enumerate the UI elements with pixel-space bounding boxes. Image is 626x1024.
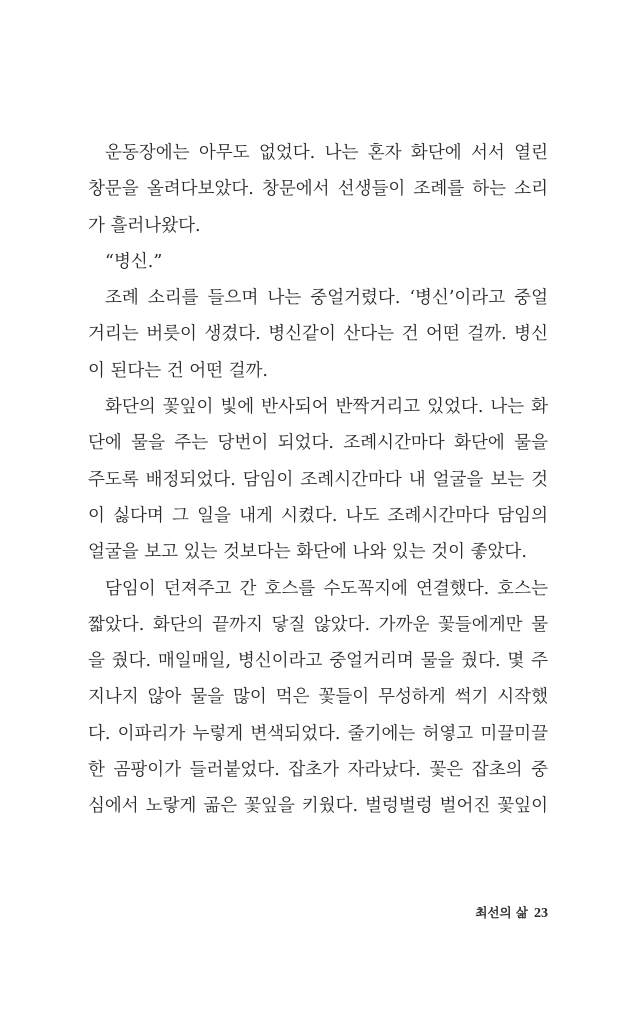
text-line: 이 싫다며 그 일을 내게 시켰다. 나도 조례시간마다 담임의 [88,505,548,526]
text-line: 가 흘러나왔다. [88,215,201,236]
text-line: 심에서 노랗게 곪은 꽃잎을 키웠다. 벌렁벌렁 벌어진 꽃잎이 [88,796,548,817]
text-line: 운동장에는 아무도 없었다. 나는 혼자 화단에 서서 열린 [105,143,548,163]
text-line: 단에 물을 주는 당번이 되었다. 조례시간마다 화단에 물을 [88,433,548,454]
running-footer [475,903,548,922]
text-line: 주도록 배정되었다. 담임이 조례시간마다 내 얼굴을 보는 것 [88,469,548,490]
book-title: 최선의 삶 [475,905,528,920]
text-line: 짧았다. 화단의 끝까지 닿질 않았다. 가까운 꽃들에게만 물 [88,614,548,635]
text-line: 창문을 올려다보았다. 창문에서 선생들이 조례를 하는 소리 [88,179,548,200]
text-line: 화단의 꽃잎이 빛에 반사되어 반짝거리고 있었다. 나는 화 [105,397,548,418]
text-line: 을 줬다. 매일매일, 병신이라고 중얼거리며 물을 줬다. 몇 주 [88,651,548,672]
text-line: 다. 이파리가 누렇게 변색되었다. 줄기에는 허옇고 미끌미끌 [88,723,548,744]
text-line: 한 곰팡이가 들러붙었다. 잡초가 자라났다. 꽃은 잡초의 중 [88,760,548,781]
body-text [88,135,548,825]
text-line: 얼굴을 보고 있는 것보다는 화단에 나와 있는 것이 좋았다. [88,542,527,563]
page-number: 23 [534,906,548,921]
text-line: 담임이 던져주고 간 호스를 수도꼭지에 연결했다. 호스는 [105,578,548,599]
text-line: 조례 소리를 들으며 나는 중얼거렸다. ‘병신’이라고 중얼 [105,288,548,309]
dialogue-line: “병신.” [105,251,163,272]
text-line: 거리는 버릇이 생겼다. 병신같이 산다는 건 어떤 걸까. 병신 [88,324,548,345]
text-line: 지나지 않아 물을 많이 먹은 꽃들이 무성하게 썩기 시작했 [88,687,548,708]
text-line: 이 된다는 건 어떤 걸까. [88,360,268,381]
